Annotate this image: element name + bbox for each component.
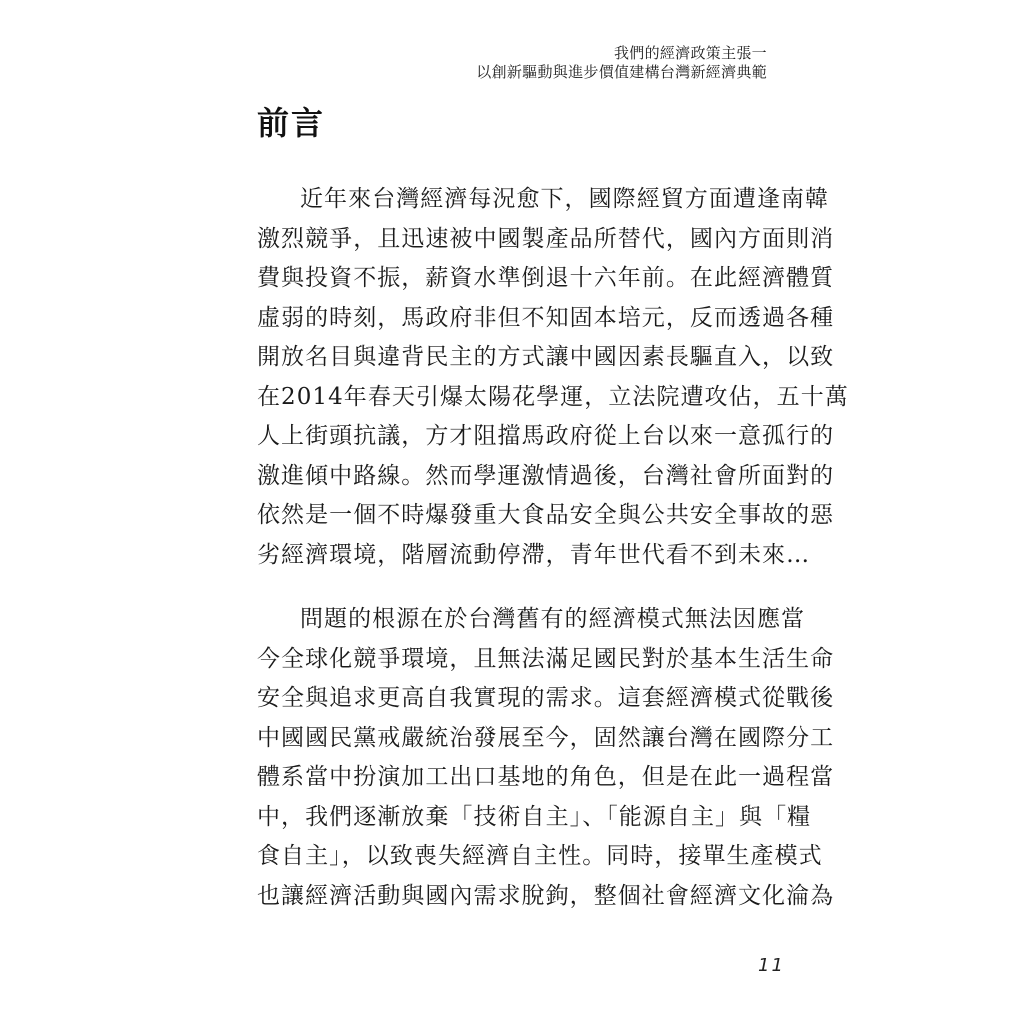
paragraph-2 [257,600,835,916]
paragraph-line: 今全球化競爭環境，且無法滿足國民對於基本生活生命 [257,645,835,672]
paragraph-line: 劣經濟環境，階層流動停滯，青年世代看不到未來… [257,541,811,568]
paragraph-line: 依然是一個不時爆發重大食品安全與公共安全事故的惡 [257,502,835,528]
chapter-title: 前言 [257,104,326,142]
paragraph-line: 中，我們逐漸放棄「技術自主」、「能源自主」與「糧 [257,803,812,830]
paragraph-line: 食自主」，以致喪失經濟自主性。同時，接單生產模式 [257,843,823,869]
running-head-line-2: 以創新驅動與進步價值建構台灣新經濟典範 [476,63,767,81]
paragraph-line: 激烈競爭，且迅速被中國製產品所替代，國內方面則消 [257,225,835,252]
paragraph-line: 也讓經濟活動與國內需求脫鉤，整個社會經濟文化淪為 [257,882,835,909]
paragraph-line: 安全與追求更高自我實現的需求。這套經濟模式從戰後 [257,685,835,711]
paragraph-line: 費與投資不振，薪資水準倒退十六年前。在此經濟體質 [257,265,835,291]
paragraph-line: 人上街頭抗議，方才阻擋馬政府從上台以來一意孤行的 [257,423,835,449]
paragraph-line: 體系當中扮演加工出口基地的角色，但是在此一過程當 [257,764,835,790]
paragraph-line: 問題的根源在於台灣舊有的經濟模式無法因應當 [300,606,806,632]
paragraph-line: 激進傾中路線。然而學運激情過後，台灣社會所面對的 [257,462,835,489]
paragraph-line: 虛弱的時刻，馬政府非但不知固本培元，反而透過各種 [257,304,835,331]
paragraph-1 [257,180,849,575]
running-head-line-1: 我們的經濟政策主張一 [613,44,767,62]
paragraph-line: 開放名目與違背民主的方式讓中國因素長驅直入，以致 [257,344,835,370]
paragraph-line: 在2014年春天引爆太陽花學運，立法院遭攻佔，五十萬 [257,383,849,410]
paragraph-line: 近年來台灣經濟每況愈下，國際經貿方面遭逢南韓 [300,186,830,212]
page-number: 11 [758,955,785,976]
running-head [476,44,767,82]
paragraph-line: 中國國民黨戒嚴統治發展至今，固然讓台灣在國際分工 [257,724,835,751]
